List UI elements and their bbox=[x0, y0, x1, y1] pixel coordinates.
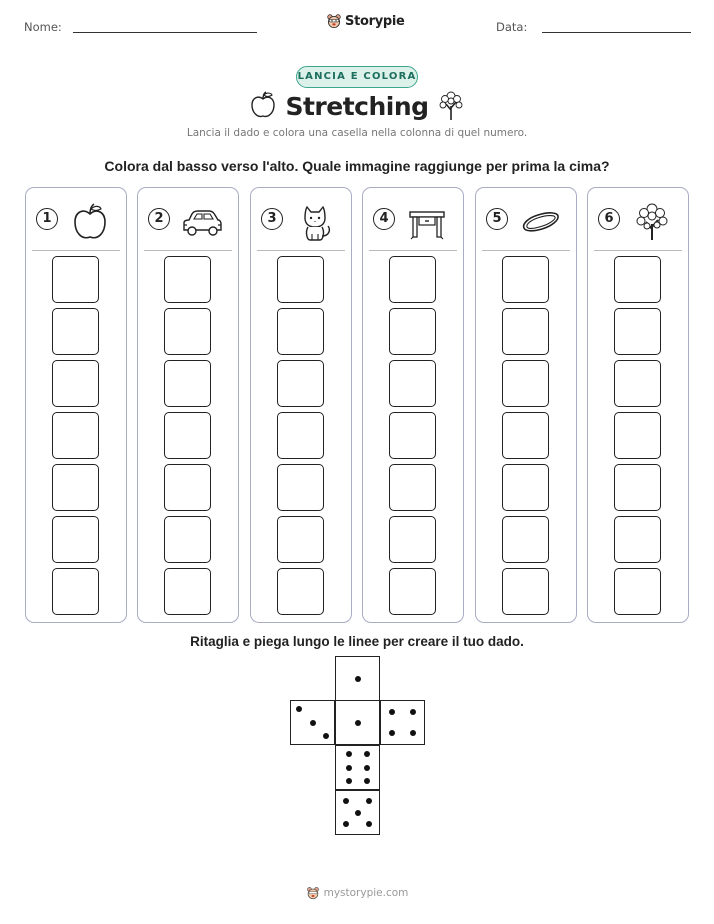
die-pip bbox=[355, 676, 361, 682]
die-pip bbox=[296, 706, 302, 712]
die-pip bbox=[346, 751, 352, 757]
color-box[interactable] bbox=[164, 412, 211, 459]
activity-badge: LANCIA E COLORA bbox=[296, 66, 418, 88]
column-2 bbox=[137, 187, 239, 623]
column-divider bbox=[594, 250, 682, 251]
brand-name: Storypie bbox=[345, 13, 405, 29]
die-pip bbox=[355, 810, 361, 816]
die-pip bbox=[366, 798, 372, 804]
die-pip bbox=[310, 720, 316, 726]
color-box[interactable] bbox=[277, 516, 324, 563]
die-pip bbox=[389, 709, 395, 715]
color-box[interactable] bbox=[502, 568, 549, 615]
die-pip bbox=[410, 730, 416, 736]
color-box[interactable] bbox=[52, 256, 99, 303]
die-face-6 bbox=[335, 745, 380, 790]
color-box[interactable] bbox=[389, 360, 436, 407]
die-pip bbox=[364, 751, 370, 757]
cat-icon bbox=[295, 202, 335, 242]
color-box[interactable] bbox=[164, 308, 211, 355]
color-box[interactable] bbox=[389, 412, 436, 459]
date-line bbox=[542, 32, 691, 33]
color-box[interactable] bbox=[614, 308, 661, 355]
die-face-4 bbox=[380, 700, 425, 745]
apple-icon bbox=[70, 202, 110, 242]
column-divider bbox=[482, 250, 570, 251]
column-number: 2 bbox=[148, 208, 170, 230]
color-box[interactable] bbox=[502, 412, 549, 459]
color-box[interactable] bbox=[614, 412, 661, 459]
color-box[interactable] bbox=[277, 308, 324, 355]
column-divider bbox=[369, 250, 457, 251]
column-1 bbox=[25, 187, 127, 623]
column-3 bbox=[250, 187, 352, 623]
color-box[interactable] bbox=[164, 360, 211, 407]
die-pip bbox=[343, 821, 349, 827]
instruction-cut: Ritaglia e piega lungo le linee per creare il tuo dado. bbox=[190, 634, 524, 649]
column-divider bbox=[257, 250, 345, 251]
color-box[interactable] bbox=[502, 256, 549, 303]
footer bbox=[0, 886, 714, 900]
tree-icon bbox=[632, 202, 672, 242]
column-header bbox=[588, 202, 688, 246]
color-box[interactable] bbox=[277, 256, 324, 303]
bear-logo-icon bbox=[306, 886, 320, 900]
column-header bbox=[26, 202, 126, 246]
color-box[interactable] bbox=[52, 568, 99, 615]
color-box[interactable] bbox=[52, 464, 99, 511]
column-number: 5 bbox=[486, 208, 508, 230]
column-header bbox=[138, 202, 238, 246]
die-pip bbox=[323, 733, 329, 739]
color-box[interactable] bbox=[389, 516, 436, 563]
color-box[interactable] bbox=[502, 464, 549, 511]
color-box[interactable] bbox=[614, 256, 661, 303]
bear-logo-icon bbox=[326, 13, 342, 29]
die-pip bbox=[346, 765, 352, 771]
column-header bbox=[476, 202, 576, 246]
color-box[interactable] bbox=[52, 516, 99, 563]
color-box[interactable] bbox=[277, 464, 324, 511]
color-box[interactable] bbox=[389, 568, 436, 615]
die-pip bbox=[389, 730, 395, 736]
column-number: 1 bbox=[36, 208, 58, 230]
color-box[interactable] bbox=[164, 568, 211, 615]
die-face-1 bbox=[335, 656, 380, 701]
tree-icon bbox=[438, 90, 464, 122]
footer-url: mystorypie.com bbox=[323, 887, 409, 899]
die-face-1 bbox=[335, 700, 380, 745]
column-divider bbox=[32, 250, 120, 251]
desk-icon bbox=[407, 202, 447, 242]
color-box[interactable] bbox=[277, 412, 324, 459]
column-number: 4 bbox=[373, 208, 395, 230]
color-box[interactable] bbox=[52, 412, 99, 459]
color-box[interactable] bbox=[614, 516, 661, 563]
page-title: Stretching bbox=[285, 92, 429, 121]
name-line bbox=[73, 32, 257, 33]
die-pip bbox=[343, 798, 349, 804]
column-header bbox=[363, 202, 463, 246]
die-face-5 bbox=[335, 790, 380, 835]
die-pip bbox=[355, 720, 361, 726]
color-box[interactable] bbox=[502, 516, 549, 563]
die-pip bbox=[364, 778, 370, 784]
color-box[interactable] bbox=[52, 308, 99, 355]
column-number: 3 bbox=[261, 208, 283, 230]
instruction-color: Colora dal basso verso l'alto. Quale immagine raggiunge per prima la cima? bbox=[104, 158, 610, 174]
color-box[interactable] bbox=[614, 464, 661, 511]
column-4 bbox=[362, 187, 464, 623]
subtitle: Lancia il dado e colora una casella nella colonna di quel numero. bbox=[186, 127, 528, 139]
column-number: 6 bbox=[598, 208, 620, 230]
color-box[interactable] bbox=[277, 568, 324, 615]
color-box[interactable] bbox=[164, 256, 211, 303]
die-face-3 bbox=[290, 700, 335, 745]
die-pip bbox=[346, 778, 352, 784]
car-icon bbox=[182, 202, 222, 242]
column-5 bbox=[475, 187, 577, 623]
die-pip bbox=[410, 709, 416, 715]
color-box[interactable] bbox=[164, 516, 211, 563]
color-box[interactable] bbox=[389, 308, 436, 355]
die-pip bbox=[366, 821, 372, 827]
color-box[interactable] bbox=[614, 360, 661, 407]
color-box[interactable] bbox=[389, 464, 436, 511]
name-label: Nome: bbox=[24, 20, 62, 34]
die-pip bbox=[364, 765, 370, 771]
column-divider bbox=[144, 250, 232, 251]
date-label: Data: bbox=[496, 20, 528, 34]
color-box[interactable] bbox=[52, 360, 99, 407]
column-6 bbox=[587, 187, 689, 623]
color-box[interactable] bbox=[164, 464, 211, 511]
color-box[interactable] bbox=[502, 308, 549, 355]
color-box[interactable] bbox=[502, 360, 549, 407]
rubber-band-icon bbox=[520, 202, 560, 242]
brand-logo bbox=[326, 13, 405, 29]
color-box[interactable] bbox=[277, 360, 324, 407]
column-header bbox=[251, 202, 351, 246]
color-box[interactable] bbox=[389, 256, 436, 303]
color-box[interactable] bbox=[614, 568, 661, 615]
